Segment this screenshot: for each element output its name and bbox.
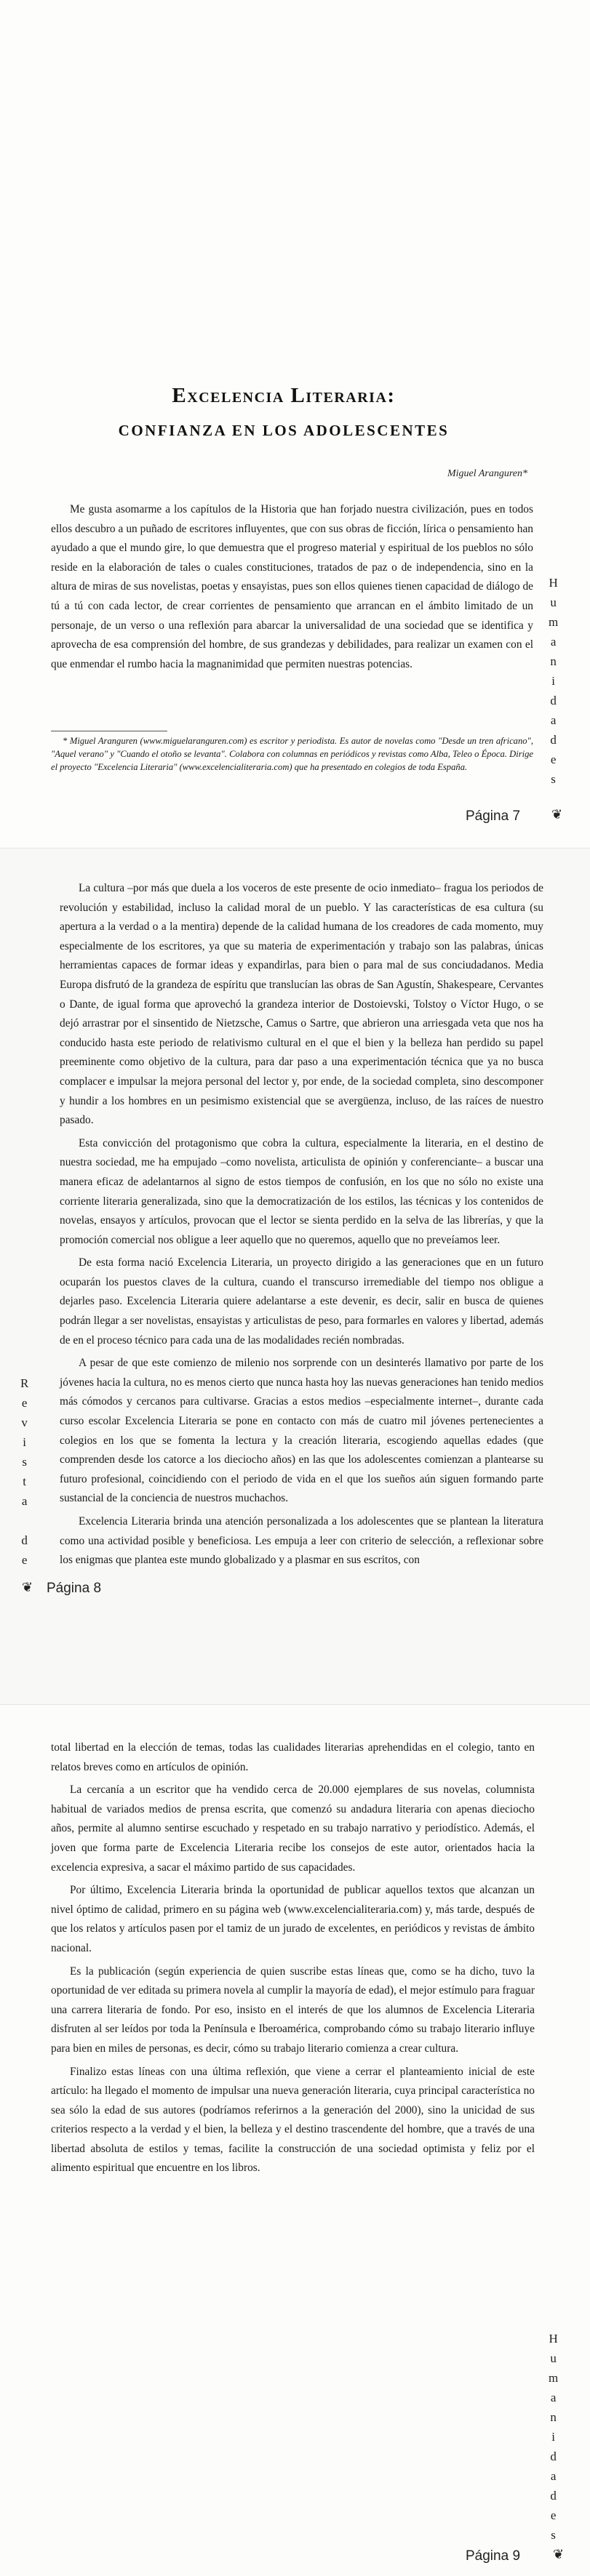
page-number: Página 7 bbox=[466, 808, 521, 824]
side-letter: a bbox=[550, 635, 557, 649]
page-8 bbox=[0, 848, 590, 1704]
side-letter: d bbox=[550, 733, 557, 747]
footnote-text: * Miguel Aranguren (www.miguelaranguren.com) es escritor y periodista. Es autor de novelas como "Desde un tren africano", "Aquel verano" y "Cuando el otoño se levanta". Colabora con columnas en periódicos y revistas como Alba, Teleo o Época. Dirige el proyecto "Excelencia Literaria" (www.excelencialiteraria.com) que ha presentado en colegios de toda España. bbox=[51, 736, 533, 772]
side-letter: R bbox=[20, 1376, 29, 1390]
paragraph: De esta forma nació Excelencia Literaria, un proyecto dirigido a las generaciones que en un futuro ocuparán los puestos claves de la cultura, cuando el transcurso irremediable del tiempo nos obligue a dejarles paso. Excelencia Literaria quiere adelantarse a este devenir, es decir, salir en busca de quienes podrán llegar a ser novelistas, ensayistas y articulistas de peso, para formarles en valores y libertad, además de en el proceso técnico para cada una de las modalidades recién nombradas. bbox=[60, 1256, 543, 1347]
side-letter: m bbox=[549, 615, 559, 629]
page-9 bbox=[0, 1704, 590, 2576]
page-9-body bbox=[51, 1738, 535, 2182]
side-letter: H bbox=[549, 576, 558, 590]
side-label-revista-de bbox=[20, 1373, 28, 1570]
paragraph: Es la publicación (según experiencia de quien suscribe estas líneas que, como se ha dicho, tuvo la oportunidad de ver editada su primera novela al cumplir la mayoría de edad), el mejor estímulo para fraguar una carrera literaria de fondo. Por eso, insisto en el interés de que los alumnos de Excelencia Literaria disfruten al ser leídos por toda la Península e Iberoamérica, comprobando cómo su trabajo literario influye para bien en miles de personas, es decir, cómo su trabajo literario comienza a crear cultura. bbox=[51, 1965, 535, 2055]
side-label-humanidades bbox=[549, 2329, 558, 2545]
paragraph: Por último, Excelencia Literaria brinda la oportunidad de publicar aquellos textos que alcanzan un nivel óptimo de calidad, primero en su página web (www.excelencialiteraria.com) y, más tarde, después de que los relatos y artículos pasen por el tamiz de un jurado de excelentes, en periódicos y revistas de ámbito nacional. bbox=[51, 1884, 535, 1954]
side-letter: a bbox=[21, 1494, 28, 1508]
article-author: Miguel Aranguren* bbox=[447, 468, 527, 479]
side-letter: d bbox=[21, 1533, 28, 1547]
side-letter: a bbox=[550, 2469, 557, 2483]
side-letter: d bbox=[550, 2449, 557, 2463]
paragraph: A pesar de que este comienzo de milenio nos sorprende con un desinterés llamativo por parte de los jóvenes hacia la cultura, no es menos cierto que nunca hasta hoy las nuevas generaciones han tenido medios más cómodos y cercanos para cultivarse. Gracias a estos medios –especialmente internet–, durante cada curso escolar Excelencia Literaria se pone en contacto con más de cuatro mil jóvenes pertenecientes a colegios en los que se fomenta la lectura y la creación literaria, escogiendo aquellas edades (que comprenden desde los catorce a los dieciocho años) en las que los adolescentes comienzan a plantearse su futuro profesional, coincidiendo con el periodo de vida en el que los sueños aún siguen formando parte sustancial de la conciencia de nuestros muchachos. bbox=[60, 1357, 543, 1505]
paragraph: Me gusta asomarme a los capítulos de la Historia que han forjado nuestra civilización, pues en todos ellos descubro a un puñado de escritores influyentes, que con sus obras de ficción, lírica o pensamiento han ayudado a que el mundo gire, lo que demuestra que el progreso material y espiritual de los pueblos no sólo reside en la elaboración de tales o cuales constituciones, tratados de paz o de independencia, sino en la altura de miras de sus novelistas, poetas y ensayistas, pues son ellos quienes tienen capacidad de diálogo de tú a tú con cada lector, de crear corrientes de pensamiento que arrancan en el ámbito limitado de un personaje, de un verso o una reflexión para abarcar la universalidad de una sociedad que se identifica y aprovecha de esa comprensión del hombre, de sus grandezas y debilidades, para realizar un examen con el que enmendar el rumbo hacia la magnanimidad que permiten nuestras potencias. bbox=[51, 503, 533, 670]
side-letter: a bbox=[550, 713, 557, 727]
leaf-ornament-icon: ❦ bbox=[553, 2547, 565, 2561]
side-label-humanidades bbox=[549, 573, 558, 789]
side-letter: u bbox=[550, 2351, 557, 2365]
side-letter: s bbox=[22, 1455, 27, 1469]
paragraph: Excelencia Literaria brinda una atención personalizada a los adolescentes que se plantean la literatura como una actividad posible y beneficiosa. Les empuja a leer con criterio de selección, a reflexionar sobre los enigmas que plantea este mundo globalizado y a plasmar en sus escritos, con bbox=[60, 1515, 543, 1567]
side-letter: t bbox=[23, 1474, 27, 1488]
page-7-body bbox=[51, 500, 533, 678]
leaf-ornament-icon: ❦ bbox=[22, 1580, 33, 1594]
side-letter: n bbox=[550, 654, 557, 668]
article-subtitle: CONFIANZA EN LOS ADOLESCENTES bbox=[118, 422, 450, 439]
page-7 bbox=[0, 0, 590, 848]
article-title: Excelencia Literaria: bbox=[172, 384, 396, 407]
paragraph: Esta convicción del protagonismo que cobra la cultura, especialmente la literaria, en el destino de nuestra sociedad, me ha empujado –como novelista, articulista de opinión y conferenciante– a buscar una manera eficaz de adelantarnos al signo de estos tiempos de confusión, en los que no sólo no existe una corriente literaria generalizada, sino que la democratización de los estilos, las técnicas y los contenidos de novelas, ensayos y artículos, provocan que el lector se sienta perdido en la selva de las librerías, y que la promoción comercial nos obligue a leer aquello que no queremos, aquello que no preveíamos leer. bbox=[60, 1136, 543, 1246]
side-letter: m bbox=[549, 2371, 559, 2385]
paragraph: total libertad en la elección de temas, todas las cualidades literarias aprehendidas en el colegio, tanto en relatos breves como en artículos de opinión. bbox=[51, 1741, 535, 1773]
side-letter: s bbox=[551, 2528, 556, 2542]
side-letter: e bbox=[21, 1553, 28, 1567]
side-letter: i bbox=[551, 674, 555, 688]
side-letter: s bbox=[551, 772, 556, 786]
footnote bbox=[51, 734, 533, 774]
page-number: Página 8 bbox=[47, 1581, 102, 1596]
paragraph: La cultura –por más que duela a los voceros de este presente de ocio inmediato– fragua los periodos de revolución y estabilidad, incluso la calidad moral de un pueblo. Y las características de esa cultura (su apertura a la verdad o a la mentira) depende de la calidad humana de los creadores de cada momento, muy especialmente de los escritores, ya que su materia de experimentación y trabajo son las palabras, únicas herramientas capaces de formar ideas y expandirlas, para bien o para mal de sus conciudadanos. Media Europa disfrutó de la grandeza de espíritu que translucían las obras de San Agustín, Shakespeare, Cervantes o Dante, de igual forma que aprovechó la grandeza interior de Dostoievski, Tolstoy o Víctor Hugo, o se dejó arrastrar por el sinsentido de Nietzsche, Camus o Sartre, que abrieron una arriesgada veta que nos ha conducido hasta este periodo de relativismo cultural en el que el bien y la belleza han perdido su papel preeminente como objetivo de la cultura, para dar paso a una experimentación técnica que ya no busca complacer e impulsar la mejora personal del lector y, por ende, de la sociedad completa, sino descomponer y hundir a los hombres en un pesimismo existencial que se avergüenza, incluso, de las raíces de nuestro pasado. bbox=[60, 882, 543, 1127]
side-letter: i bbox=[551, 2430, 555, 2444]
side-letter: v bbox=[21, 1416, 28, 1429]
side-letter: n bbox=[550, 2410, 557, 2424]
side-letter: e bbox=[550, 2508, 557, 2522]
paragraph: Finalizo estas líneas con una última reflexión, que viene a cerrar el planteamiento inicial de este artículo: ha llegado el momento de impulsar una nueva generación literaria, cuya principal característica no sea sólo la edad de sus autores (podríamos referirnos a la generación del 2000), sino la unicidad de sus criterios respecto a la verdad y el bien, la belleza y el destino trascendente del hombre, que a través de una libertad absoluta de estilos y temas, facilite la construcción de una sociedad optimista y feliz por el alimento espiritual que encuentre en los libros. bbox=[51, 2065, 535, 2175]
side-letter: d bbox=[550, 2489, 557, 2503]
paragraph: La cercanía a un escritor que ha vendido cerca de 20.000 ejemplares de sus novelas, columnista habitual de variados medios de prensa escrita, que comenzó su andadura literaria con apenas dieciocho años, permite al alumno sentirse escuchado y respetado en su trabajo narrativo y periodístico. Además, el joven que forma parte de Excelencia Literaria recibe los consejos de este autor, orientados hacia la excelencia expresiva, a sacar el máximo partido de sus capacidades. bbox=[51, 1783, 535, 1874]
side-letter: e bbox=[21, 1396, 28, 1410]
page-8-body bbox=[60, 879, 543, 1574]
page-number: Página 9 bbox=[466, 2548, 521, 2564]
leaf-ornament-icon: ❦ bbox=[551, 807, 563, 822]
side-letter: d bbox=[550, 694, 557, 707]
side-letter: i bbox=[23, 1435, 27, 1449]
side-letter: H bbox=[549, 2332, 558, 2346]
side-letter: u bbox=[550, 595, 557, 609]
side-letter: e bbox=[550, 753, 557, 766]
side-letter: a bbox=[550, 2391, 557, 2404]
